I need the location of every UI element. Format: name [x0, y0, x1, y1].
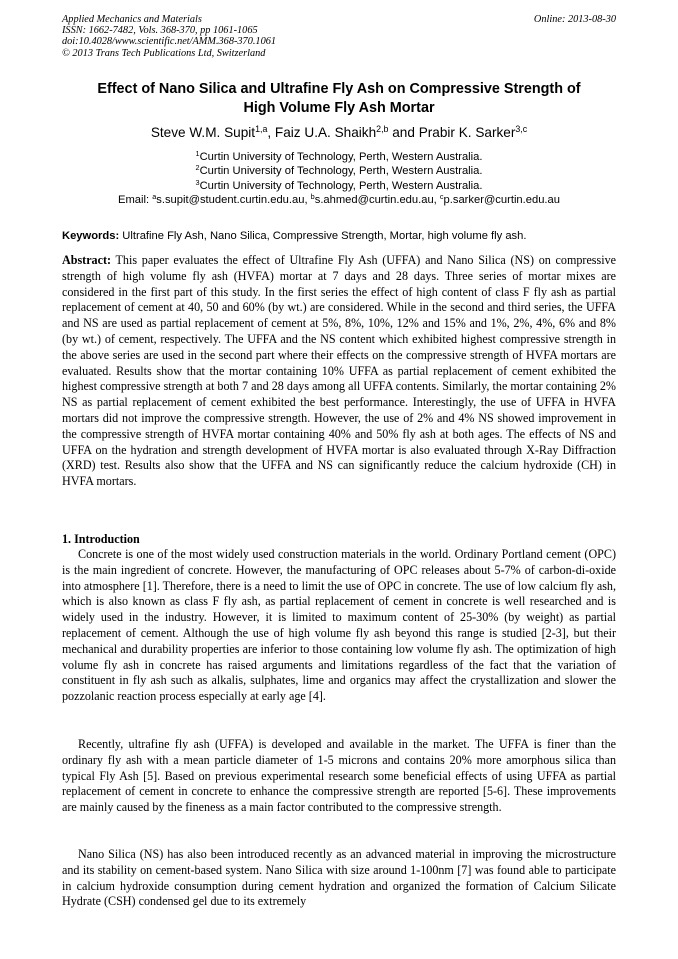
online-date: Online: 2013-08-30 [533, 14, 616, 25]
journal-name: Applied Mechanics and Materials [62, 14, 202, 25]
paper-title [50, 80, 628, 118]
journal-doi[interactable]: doi:10.4028/www.scientific.net/AMM.368-370.1061 [62, 36, 277, 48]
author-separator: and [388, 125, 419, 140]
section-heading: 1. Introduction [62, 532, 140, 546]
affil-text: Curtin University of Technology, Perth, Western Australia. [199, 165, 483, 178]
keywords [62, 229, 616, 243]
affil-sup: 1 [195, 149, 200, 158]
email-address[interactable]: s.ahmed@curtin.edu.au, [314, 193, 440, 206]
email-line [40, 193, 638, 207]
journal-info [62, 14, 276, 59]
body-paragraph: Nano Silica (NS) has also been introduced recently as an advanced material in improving the microstructure and its stability on cement-based system. Nano Silica with size around 1-100nm [7] was found able to participate in calcium hydroxide consumption during cement hydration and organized the formation of Calcium Silicate Hydrate (CSH) condensed gel due to its extremely [62, 847, 616, 909]
journal-issn: ISSN: 1662-7482, Vols. 368-370, pp 1061-1065 [62, 25, 258, 37]
author-affil-sup: 3,c [515, 124, 528, 135]
abstract-label: Abstract: [62, 253, 112, 267]
affil-text: Curtin University of Technology, Perth, Western Australia. [199, 151, 483, 163]
email-label: Email: [118, 193, 153, 206]
title-line: High Volume Fly Ash Mortar [243, 100, 435, 116]
affiliation [40, 164, 638, 178]
author-list [40, 124, 638, 142]
keywords-text: Ultrafine Fly Ash, Nano Silica, Compressive Strength, Mortar, high volume fly ash. [119, 230, 527, 242]
affil-text: Curtin University of Technology, Perth, Western Australia. [199, 179, 483, 192]
affiliations [40, 150, 638, 207]
affiliation [40, 150, 638, 164]
author-name: Steve W.M. Supit [150, 125, 256, 140]
author-name: Faiz U.A. Shaikh [274, 125, 377, 140]
email-address[interactable]: s.supit@student.curtin.edu.au, [156, 193, 311, 206]
affil-sup: 2 [195, 163, 200, 173]
email-address[interactable]: p.sarker@curtin.edu.au [443, 193, 560, 206]
body-paragraph: Recently, ultrafine fly ash (UFFA) is developed and available in the market. The UFFA is finer than the ordinary fly ash with a mean particle diameter of 1-5 microns and contains 20% more amorphous silica than typical Fly Ash [5]. Based on previous experimental research some beneficial effects of using UFFA as partial replacement of cement in concrete to enhance the compressive strength are reported [5-6]. These improvements are mainly caused by the fineness as a main factor contributed to the compressive strength. [62, 737, 616, 815]
affiliation [40, 179, 638, 193]
author-name: Prabir K. Sarker [418, 125, 516, 140]
abstract [62, 253, 616, 490]
email-sup: b [310, 191, 315, 201]
keywords-label: Keywords: [62, 230, 120, 242]
author-affil-sup: 1,a [255, 124, 268, 135]
email-sup: c [439, 191, 444, 201]
body-paragraph: Concrete is one of the most widely used construction materials in the world. Ordinary Portland cement (OPC) is the main ingredient of concrete. However, the manufacturing of OPC releases about 5-7% of carbon-di-oxide into atmosphere [1]. Therefore, there is a need to limit the use of OPC in concrete. The use of low calcium fly ash, which is also known as class F fly ash, as partial replacement of cement in concrete is well researched and is widely used in the industry. However, it is limited to maximum content of 25-30% (by weight) as partial replacement of cement. Although the use of high volume fly ash beyond this range is studied [2-3], but their mechanical and durability properties are inferior to those containing low volume fly ash. The optimization of high volume fly ash in concrete has raised arguments and limitations regardless of the fact that the variation of constituent in fly ash such as alkalis, sulphates, lime and organics may affect the crystallization and slower the pozzolanic reaction process especially at early age [4]. [62, 547, 616, 704]
title-line: Effect of Nano Silica and Ultrafine Fly Ash on Compressive Strength of [97, 81, 581, 97]
author-affil-sup: 2,b [376, 124, 389, 135]
email-sup: a [152, 191, 157, 201]
abstract-text: This paper evaluates the effect of Ultrafine Fly Ash (UFFA) and Nano Silica (NS) on compressive strength of high volume fly ash (HVFA) mortar at 7 days and 28 days. Three series of mortar mixes are considered in the first part of this study. In the first series the effect of high content of class F fly ash as partial replacement of cement at 40, 50 and 60% (by wt.) are considered. While in the second and third series, the UFFA and NS are used as partial replacement of cement at 5%, 8%, 10%, 12% and 15% and 1%, 2%, 4%, 6% and 8% (by wt.) of cement, respectively. The UFFA and the NS content which exhibited highest compressive strength in the above series are used in the second part where their effects on the compressive strength of HVFA mortars are evaluated. Results show that the mortar containing 10% UFFA as partial replacement of cement exhibited the highest compressive strength at both 7 and 28 days among all UFFA contents. Similarly, the mortar containing 2% NS as partial replacement of cement exhibited the best performance. Interestingly, the use of UFFA in HVFA mortars did not improve the compressive strength. However, the use of 2% and 4% NS showed improvement in the compressive strength of HVFA mortar containing 40% and 50% fly ash at both ages. The effects of NS and UFFA on the hydration and strength development of HVFA mortar is also evaluated through X-Ray Diffraction (XRD) test. Results also show that the UFFA and NS can significantly reduce the calcium hydroxide (CH) in HVFA mortars. [62, 253, 616, 489]
affil-sup: 3 [195, 177, 200, 187]
journal-copyright: © 2013 Trans Tech Publications Ltd, Switzerland [62, 47, 266, 59]
author-separator: , [267, 125, 275, 140]
